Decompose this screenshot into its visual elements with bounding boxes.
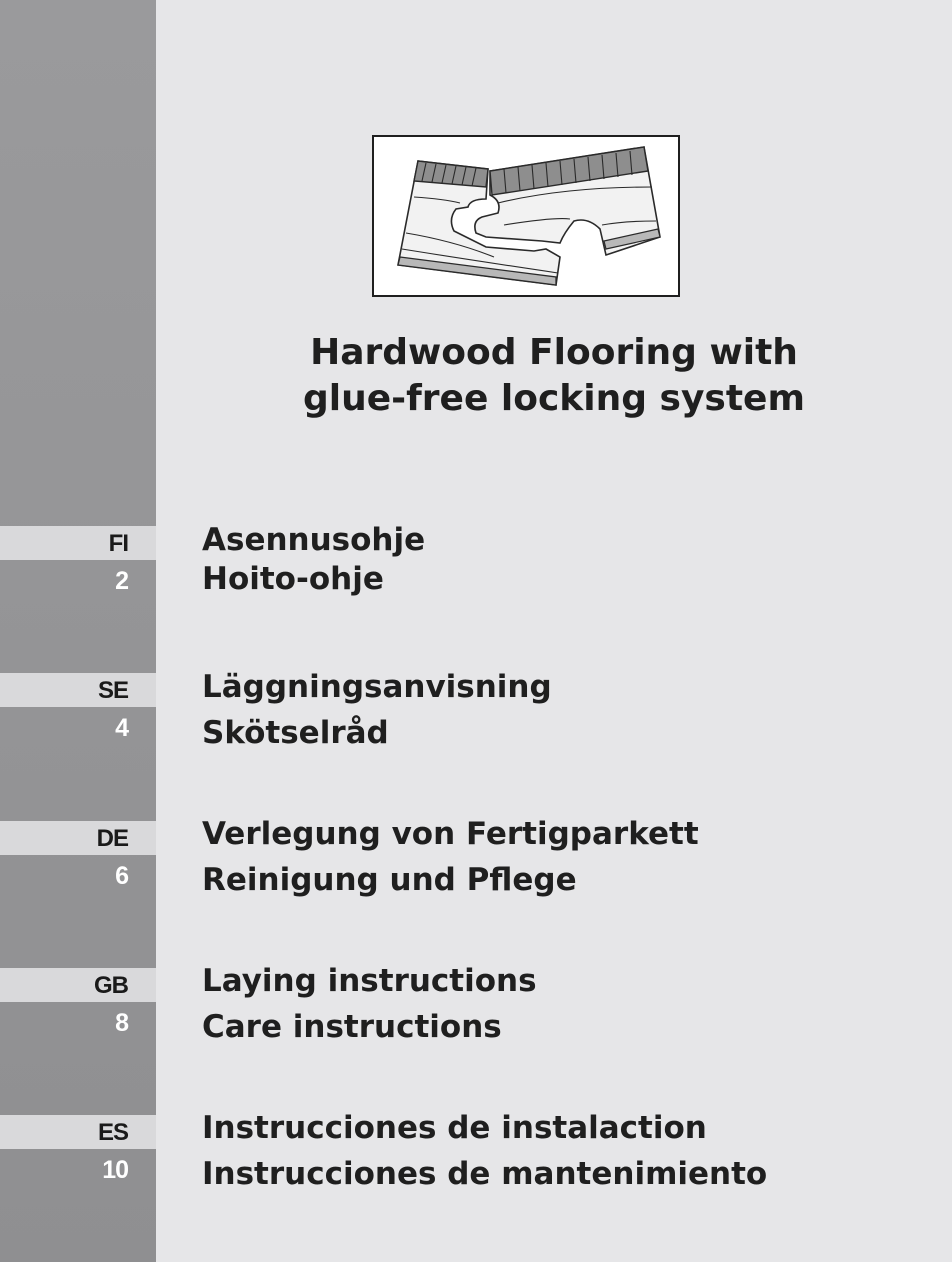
section-fi-title: Asennusohje (202, 522, 426, 558)
page-number-se: 4 (115, 714, 128, 742)
title-line-1: Hardwood Flooring with (310, 332, 798, 373)
page-title (156, 330, 952, 422)
page-number-gb: 8 (115, 1009, 128, 1037)
lang-code-de: DE (0, 821, 156, 855)
title-line-2: glue-free locking system (303, 378, 805, 419)
page-number-es: 10 (102, 1156, 128, 1184)
lang-code-se: SE (0, 673, 156, 707)
sidebar (0, 0, 156, 1262)
section-de-subtitle: Reinigung und Pflege (202, 862, 577, 898)
section-se-subtitle: Skötselråd (202, 715, 389, 751)
page-number-fi: 2 (115, 567, 128, 595)
lang-code-es: ES (0, 1115, 156, 1149)
section-gb-subtitle: Care instructions (202, 1009, 502, 1045)
section-de-title: Verlegung von Fertigparkett (202, 816, 699, 852)
section-es-subtitle: Instrucciones de mantenimiento (202, 1156, 768, 1192)
section-es-title: Instrucciones de instalaction (202, 1110, 707, 1146)
section-se-title: Läggningsanvisning (202, 669, 552, 705)
lang-code-gb: GB (0, 968, 156, 1002)
page-number-de: 6 (115, 862, 128, 890)
right-board (475, 147, 660, 255)
flooring-joint-drawing (374, 137, 678, 295)
section-fi-subtitle: Hoito-ohje (202, 561, 384, 597)
flooring-locking-joint-icon (372, 135, 680, 297)
section-gb-title: Laying instructions (202, 963, 537, 999)
lang-code-fi: FI (0, 526, 156, 560)
